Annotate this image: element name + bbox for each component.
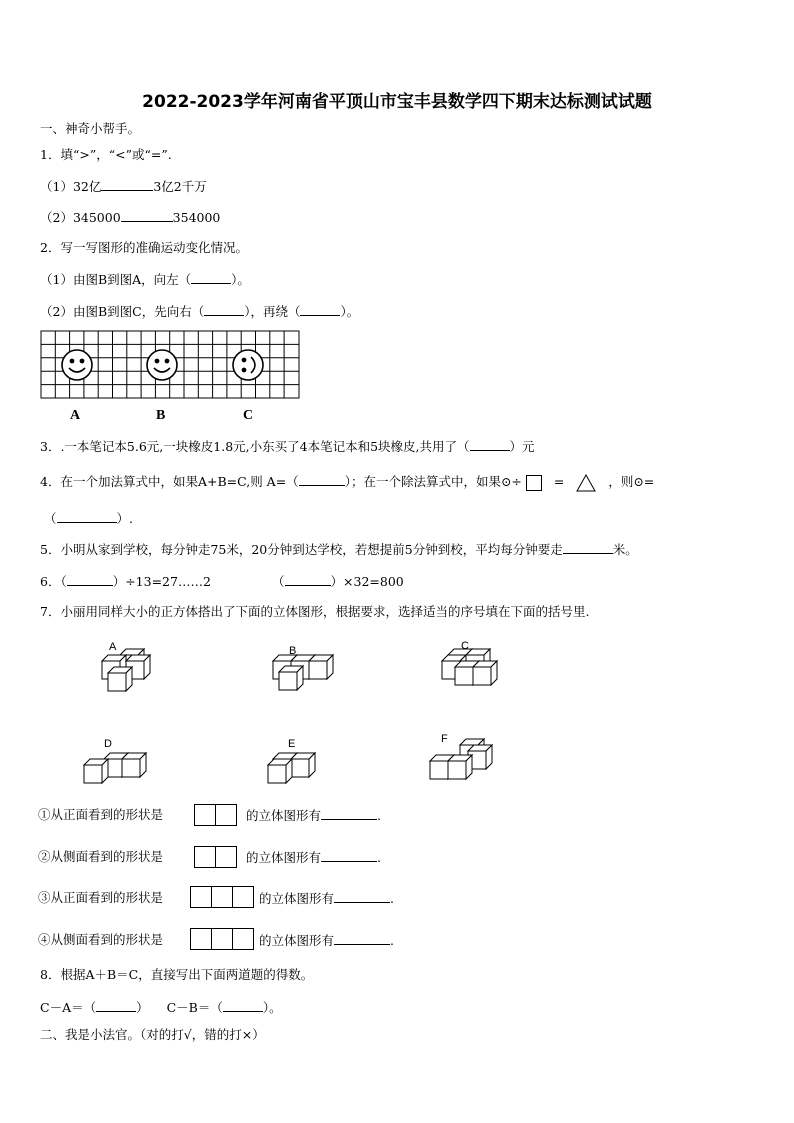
answer-blank[interactable]	[57, 510, 117, 523]
answer-blank[interactable]	[300, 303, 340, 316]
square-symbol	[526, 475, 542, 491]
q6-expr1: ）÷13=27……2	[112, 574, 211, 589]
q7-row3-tail	[259, 890, 394, 907]
q8-close1: ）	[136, 1000, 149, 1015]
q8-close2: ）。	[262, 1000, 282, 1015]
q2-part2-mid: ），再绕（	[244, 304, 301, 319]
q7-row1-tail	[246, 807, 381, 824]
q7-row3-label: ③从正面看到的形状是	[38, 890, 164, 905]
q1-stem: 1．填“>”，“<”或“=”.	[40, 147, 172, 162]
answer-blank[interactable]	[191, 271, 231, 284]
q1-part2	[40, 209, 220, 226]
section-2-heading: 二、我是小法官。（对的打√，错的打×）	[40, 1027, 265, 1042]
q8-expr2: C－B＝（	[166, 1000, 223, 1015]
answer-blank[interactable]	[223, 999, 263, 1012]
cube-figures	[70, 635, 510, 795]
smiley-face-a	[62, 350, 92, 380]
row-dot: .	[390, 933, 394, 948]
cube-label-c: C	[461, 640, 469, 652]
cube-label-f: F	[441, 733, 448, 745]
figure-label-a: A	[70, 408, 81, 423]
q2-stem: 2．写一写图形的准确运动变化情况。	[40, 240, 248, 255]
q5-end: 米。	[612, 542, 638, 557]
cube-figure-b	[273, 655, 333, 690]
view-shape-three-squares	[190, 928, 254, 950]
q4-end: ，则⊙=	[608, 474, 655, 489]
answer-blank[interactable]	[563, 541, 613, 554]
q1-part1-left: （1）32亿	[40, 179, 102, 194]
q5-text: 5．小明从家到学校，每分钟走75米，20分钟到达学校，若想提前5分钟到校，平均每分钟要走	[40, 542, 563, 557]
q7-row2-tail	[246, 849, 381, 866]
q6-open: 6．（	[40, 574, 67, 589]
q3-end: ）元	[509, 439, 535, 454]
q7-row4-tail	[259, 932, 394, 949]
q6-part2	[272, 573, 404, 590]
cube-figure-d	[84, 753, 146, 783]
cube-figure-e	[268, 753, 315, 783]
section-1-heading: 一、神奇小帮手。	[40, 121, 141, 136]
answer-blank[interactable]	[321, 849, 377, 862]
view-shape-two-squares	[194, 846, 237, 868]
q8-stem: 8．根据A＋B＝C，直接写出下面两道题的得数。	[40, 967, 314, 982]
figure-label-c: C	[243, 408, 254, 423]
cube-label-a: A	[109, 641, 117, 653]
row-tail-text: 的立体图形有	[246, 808, 322, 823]
q2-part2	[40, 303, 359, 320]
row-tail-text: 的立体图形有	[259, 933, 335, 948]
q5	[40, 541, 638, 558]
answer-blank[interactable]	[285, 573, 331, 586]
q1-part1-right: 3亿2千万	[153, 179, 207, 194]
q2-part1-text: （1）由图B到图A，向左（	[40, 272, 192, 287]
q1-part2-left: （2）345000	[40, 210, 121, 225]
answer-blank[interactable]	[67, 573, 113, 586]
smiley-face-b	[147, 350, 177, 380]
q2-part2-text: （2）由图B到图C，先向右（	[40, 304, 205, 319]
q4-mid: ）；在一个除法算式中，如果⊙÷	[344, 474, 522, 489]
q4-equals: =	[553, 474, 565, 489]
q7-row4-label: ④从侧面看到的形状是	[38, 932, 164, 947]
cube-label-b: B	[289, 645, 297, 657]
row-tail-text: 的立体图形有	[259, 891, 335, 906]
q4-close: ）.	[116, 511, 133, 526]
answer-blank[interactable]	[299, 473, 345, 486]
q3-text: 3．.一本笔记本5.6元,一块橡皮1.8元,小东买了4本笔记本和5块橡皮,共用了（	[40, 439, 470, 454]
view-shape-three-squares	[190, 886, 254, 908]
answer-blank[interactable]	[204, 303, 244, 316]
answer-blank[interactable]	[321, 807, 377, 820]
triangle-symbol	[576, 474, 596, 492]
q8-line	[40, 999, 282, 1016]
answer-blank[interactable]	[121, 209, 173, 222]
figure-label-b: B	[156, 408, 166, 423]
q4	[40, 473, 654, 492]
q4-line2	[44, 510, 133, 527]
q7-stem: 7．小丽用同样大小的正方体搭出了下面的立体图形，根据要求，选择适当的序号填在下面的括号里.	[40, 604, 590, 619]
q1-part1	[40, 178, 207, 195]
row-dot: .	[377, 850, 381, 865]
q6-part1	[40, 573, 211, 590]
q4-open: （	[44, 511, 57, 526]
q2-part1	[40, 271, 250, 288]
cube-label-e: E	[288, 738, 296, 750]
page-title: 2022-2023学年河南省平顶山市宝丰县数学四下期末达标测试试题	[142, 92, 652, 112]
view-shape-two-squares	[194, 804, 237, 826]
answer-blank[interactable]	[470, 438, 510, 451]
row-dot: .	[390, 891, 394, 906]
q7-row1-label: ①从正面看到的形状是	[38, 807, 164, 822]
q8-expr1: C－A＝（	[40, 1000, 97, 1015]
q4-text: 4．在一个加法算式中，如果A+B=C,则 A=（	[40, 474, 299, 489]
row-dot: .	[377, 808, 381, 823]
q1-part2-right: 354000	[172, 210, 221, 225]
answer-blank[interactable]	[334, 932, 390, 945]
q6-expr2: ）×32=800	[330, 574, 404, 589]
smiley-face-c	[233, 350, 263, 380]
q2-part1-end: ）。	[231, 272, 250, 287]
cube-figure-a	[102, 649, 150, 691]
cube-figure-c	[442, 649, 497, 685]
cube-figure-f	[430, 739, 492, 779]
q7-row2-label: ②从侧面看到的形状是	[38, 849, 164, 864]
q3	[40, 438, 535, 455]
q2-part2-end: ）。	[340, 304, 360, 319]
cube-label-d: D	[104, 738, 112, 750]
answer-blank[interactable]	[96, 999, 136, 1012]
answer-blank[interactable]	[334, 890, 390, 903]
answer-blank[interactable]	[101, 178, 153, 191]
q6-open2: （	[272, 574, 285, 589]
row-tail-text: 的立体图形有	[246, 850, 322, 865]
